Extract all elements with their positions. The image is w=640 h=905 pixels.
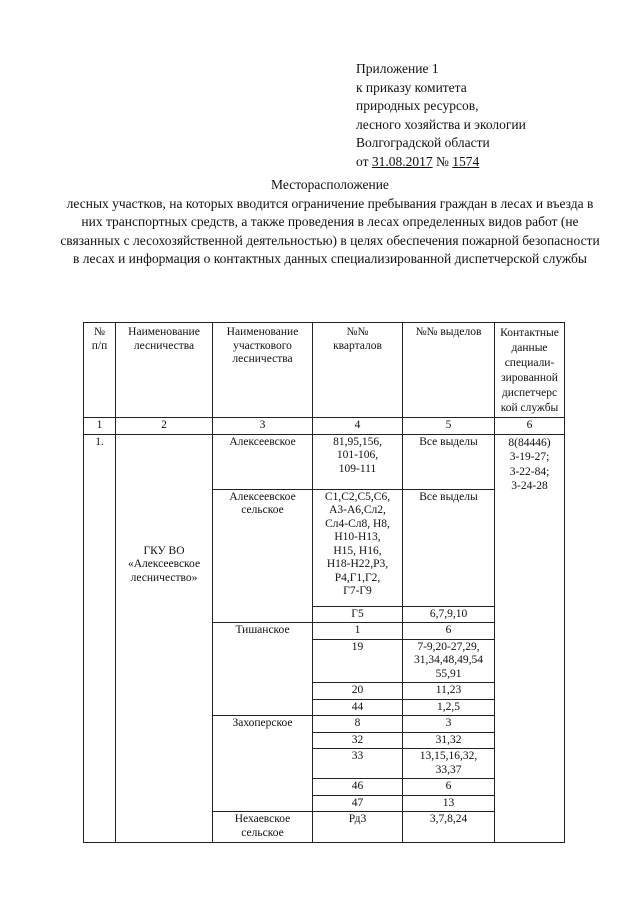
sections-cell: 13 [403,795,495,812]
sections-cell: 3 [403,716,495,733]
appendix-line: к приказу комитета [356,79,467,95]
table-row [84,434,565,489]
table-header-row [84,323,565,418]
quarters-cell: 19 [313,639,403,683]
document-title [60,176,600,269]
sections-cell: 31,32 [403,732,495,749]
sections-cell: 1,2,5 [403,699,495,716]
order-from-label: от [356,153,369,169]
quarters-cell: 44 [313,699,403,716]
quarters-cell: 47 [313,795,403,812]
sections-cell: Все выделы [403,489,495,606]
sections-cell: 6 [403,779,495,796]
sections-cell: 13,15,16,32, 33,37 [403,749,495,779]
header-district: Наименование участкового лесничества [213,323,313,418]
header-forestry: Наименование лесничества [116,323,213,418]
order-number-sign: № [435,153,449,169]
sections-cell: 3,7,8,24 [403,812,495,843]
column-number-row [84,418,565,435]
col-number: 2 [116,418,213,435]
appendix-block [356,60,526,171]
quarters-cell: 20 [313,683,403,700]
district-name: Тишанское [213,623,313,716]
district-name: Алексеевское [213,434,313,489]
header-contacts: Контактные данные специали- зированной диспетчерс кой службы [495,323,565,418]
order-reference [356,153,526,172]
appendix-line: лесного хозяйства и экологии [356,116,526,132]
quarters-cell: Рд3 [313,812,403,843]
quarters-cell: 33 [313,749,403,779]
quarters-cell: Г5 [313,606,403,623]
sections-cell: 6,7,9,10 [403,606,495,623]
appendix-line: Приложение 1 [356,61,439,76]
quarters-cell: 32 [313,732,403,749]
order-date: 31.08.2017 [371,153,433,169]
district-name: Захоперское [213,716,313,812]
quarters-cell: 8 [313,716,403,733]
title-body: лесных участков, на которых вводится ограничение пребывания граждан в лесах и въезда в них транспортных средств, а также проведения в лесах определенных видов работ (не связанных с лесохозяйственной деятельностью) в целях обеспечения пожарной безопасности в лесах и информация о контактных данных специализированной диспетчерской службы [60,195,600,266]
order-number: 1574 [452,153,480,169]
header-num: № п/п [84,323,116,418]
contacts-cell: 8(84446) 3-19-27; 3-22-84; 3-24-28 [495,434,565,843]
forest-areas-table [83,322,565,843]
district-name: Нехаевское сельское [213,812,313,843]
col-number: 5 [403,418,495,435]
appendix-line: Волгоградской области [356,135,490,150]
col-number: 3 [213,418,313,435]
col-number: 4 [313,418,403,435]
header-quarters: №№ кварталов [313,323,403,418]
quarters-cell: 46 [313,779,403,796]
sections-cell: 6 [403,623,495,640]
quarters-cell: 1 [313,623,403,640]
col-number: 1 [84,418,116,435]
quarters-cell: С1,С2,С5,С6, А3-А6,Сл2, Сл4-Сл8, Н8, Н10-Н13, Н15, Н16, Н18-Н22,Р3, Р4,Г1,Г2, Г7-Г9 [313,489,403,606]
sections-cell: Все выделы [403,434,495,489]
sections-cell: 11,23 [403,683,495,700]
quarters-cell: 81,95,156, 101-106, 109-111 [313,434,403,489]
forestry-name: ГКУ ВО «Алексеевское лесничество» [116,434,213,843]
district-name: Алексеевское сельское [213,489,313,623]
sections-cell: 7-9,20-27,29, 31,34,48,49,54 55,91 [403,639,495,683]
title-heading: Месторасположение [271,177,389,192]
header-sections: №№ выделов [403,323,495,418]
col-number: 6 [495,418,565,435]
row-number: 1. [84,434,116,843]
appendix-line: природных ресурсов, [356,98,479,113]
